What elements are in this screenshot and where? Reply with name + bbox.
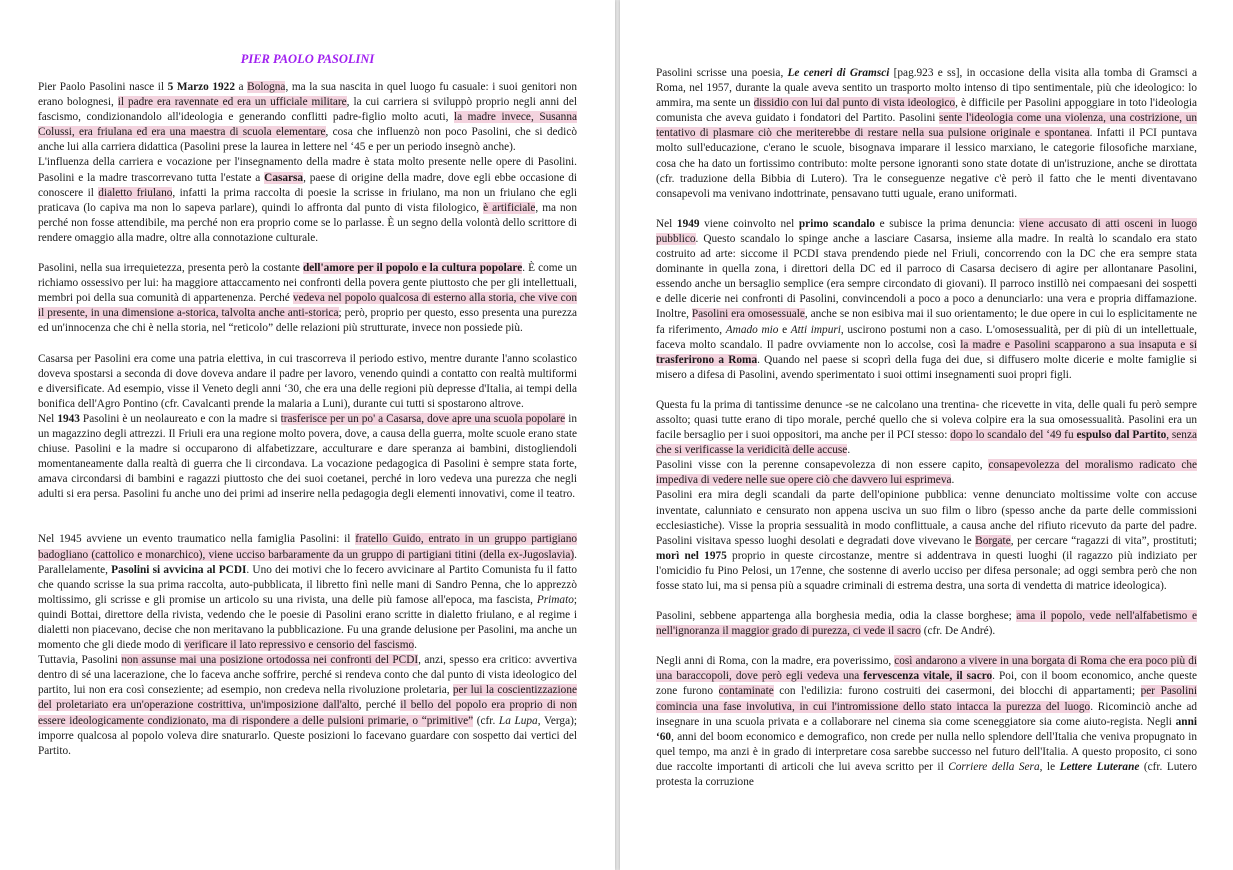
highlighted-text: la madre e Pasolini scapparono a sua insaputa e si bbox=[960, 338, 1197, 351]
italic-text: La Lupa bbox=[498, 714, 538, 727]
text-run: , ma la sua nascita in quel luogo fu casuale: i suoi genitori non erano bolognesi, bbox=[38, 81, 577, 109]
text-run: L'influenza della carriera e vocazione per l'insegnamento della madre è stata molto presente nelle opere di Pasolini. Pasolini e la madre trascorrevano tutta l'estate a bbox=[38, 156, 577, 184]
text-run: Nel bbox=[38, 412, 58, 425]
highlighted-text: trasferisce per un po' a Casarsa, dove apre una scuola popolare bbox=[280, 412, 566, 425]
highlighted-text: viene accusato di atti osceni in luogo pubblico bbox=[656, 217, 1197, 245]
text-run: (cfr. bbox=[473, 714, 499, 727]
highlighted-text: sente l'ideologia come una violenza, una costrizione, un tentativo di plasmare ciò che meriterebbe di restare nella sua pulsione originale e spontanea bbox=[656, 112, 1197, 140]
highlighted-text: la madre invece, Susanna Colussi, era friulana ed era una maestra di scuola elementare bbox=[38, 111, 577, 139]
bold-text: Lettere Luterane bbox=[1059, 760, 1140, 773]
text-run: Questa fu la prima di tantissime denunce -se ne calcolano una trentina- che ricevette in vita, delle quali fu però sempre assolto; quasi tutte erano di tipo morale, perché quello che si voleva colpire era la sua omosessualità. Pasolini era un facile bersaglio per i suoi oppositori, ma anche per il PCI stesso: bbox=[656, 398, 1197, 442]
text-run: , cosa che influenzò non poco Pasolini, che si dedicò anche lui alla carriera didattica (Pasolini prese la laurea in lettere nel ‘45 e per un periodo insegnò anche). bbox=[38, 126, 577, 154]
paragraph-gap bbox=[38, 246, 577, 261]
bold-text: 1943 bbox=[57, 412, 80, 425]
text-run: , uscirono postumi non a caso. L'omosessualità, per di più di un intellettuale, faceva molto scandalo. Il padre ovviamente non lo accolse, così bbox=[656, 323, 1197, 351]
paragraph bbox=[38, 261, 577, 336]
text-column-left bbox=[38, 80, 577, 759]
text-run: . Parallelamente, bbox=[38, 548, 577, 576]
text-run: . Poi, con il boom economico, anche queste zone furono bbox=[656, 670, 1197, 698]
paragraph-gap bbox=[656, 383, 1197, 398]
text-run: , anche se non esibiva mai il suo orientamento; le due opere in cui lo esplicitamente ne fa riferimento, bbox=[656, 308, 1197, 336]
paragraph bbox=[656, 217, 1197, 383]
text-run: Nel 1945 avviene un evento traumatico nella famiglia Pasolini: il bbox=[38, 533, 356, 546]
italic-text: Amado mio bbox=[725, 323, 779, 336]
text-run: Pasolini, nella sua irrequietezza, presenta però la costante bbox=[38, 262, 303, 275]
highlighted-text: per Pasolini comincia una fase involutiva, in cui l'intromissione dello stato intacca la purezza del luogo bbox=[656, 685, 1197, 713]
bold-text: 1949 bbox=[676, 217, 700, 230]
text-run: , la cui carriera si sviluppò proprio negli anni del fascismo, condizionandolo all'ideologia e generando conflitti padre-figlio molto acuti, bbox=[38, 96, 577, 124]
paragraph bbox=[38, 155, 577, 246]
bold-text: Le ceneri di Gramsci bbox=[787, 67, 890, 79]
text-run: Pasolini era mira degli scandali da parte dell'opinione pubblica: venne denunciato moltissime volte con accuse inventate, calunniato e censurato non appena usciva un suo film o libro (spesso anche da parte delle commissioni ecclesiastiche). Visse la propria sessualità in modo conflittuale, a causa anche del rifiuto ricevuto da parte del padre. Pasolini visitava spesso luoghi desolati e degradati dove vivevano le bbox=[656, 489, 1197, 547]
text-run: . Ricominciò anche ad insegnare in una scuola privata e a collaborare nel cinema sia come sceneggiatore sia come aiuto-regista. Negli bbox=[656, 700, 1197, 728]
document-page-right bbox=[620, 0, 1233, 870]
text-run: , anzi, spesso era critico: avvertiva dentro di sé una lacerazione, che lo faceva anche soffrire, perché si rendeva conto che dal punto di vista ideologico del partito, lui non era così conseziente; ad esempio, non credeva nella rivoluzione proletaria, bbox=[38, 654, 577, 697]
italic-text: Corriere della Sera bbox=[948, 760, 1040, 773]
text-run: . Quando nel paese si scoprì della fuga dei due, si diffusero molte dicerie e molte famiglie si misero a difesa di Pasolini, avendo sperimentato i suoi ottimi insegnamenti suoi propri figli. bbox=[656, 353, 1197, 381]
text-run: con l'edilizia: furono costruiti dei casermoni, dei blocchi di appartamenti; bbox=[773, 685, 1141, 698]
text-run: , Verga); imporre qualcosa al popolo voleva dire snaturarlo. Queste posizioni lo facevano guardare con sospetto dai vertici del Partito. bbox=[38, 714, 577, 757]
highlighted-text: vedeva nel popolo qualcosa di esterno alla storia, che vive con il presente, in una dimensione a-storica, talvolta anche anti-storica bbox=[38, 292, 577, 320]
text-run: (cfr. De André). bbox=[920, 625, 996, 638]
paragraph bbox=[656, 488, 1197, 594]
highlighted-text: dopo lo scandalo del ‘49 fu bbox=[950, 429, 1077, 442]
highlighted-text: fervescenza vitale, il sacro bbox=[863, 670, 993, 683]
paragraph bbox=[38, 80, 577, 155]
highlighted-text: espulso dal Partito bbox=[1076, 429, 1167, 442]
italic-text: Atti impuri bbox=[790, 323, 841, 336]
highlighted-text: contaminate bbox=[718, 685, 774, 698]
text-run: . È come un richiamo ossessivo per lui: ha maggiore attaccamento nei confronti della povera gente piuttosto che per gli intellettuali, membri poi della sua comunità di appartenenza. Perché bbox=[38, 262, 577, 305]
text-run: ; quindi Bottai, direttore della rivista, vedendo che le poesie di Pasolini erano scritte in dialetto friulano, e al regime i dialetti non piacevano, decise che non meritavano la pubblicazione. Fu una grande delusione per Pasolini, ma anche un momento che gli diede modo di bbox=[38, 593, 577, 652]
highlighted-text: Bologna bbox=[247, 81, 286, 93]
highlighted-text: consapevolezza del moralismo radicato che impediva di vedere nelle sue opere ciò che davvero lui esprimeva bbox=[656, 459, 1197, 487]
bold-text: morì nel 1975 bbox=[656, 549, 727, 562]
paragraph bbox=[656, 609, 1197, 639]
text-run: , infatti la prima raccolta di poesie la scrisse in friulano, ma non un friulano che egli praticava (lo capiva ma non lo sapeva parlare), quindi lo affronta dal punto di vista filologico, bbox=[38, 186, 577, 214]
bold-text: 5 Marzo 1922 bbox=[167, 81, 235, 93]
paragraph bbox=[38, 352, 577, 412]
highlighted-text: ama il popolo, vede nell'alfabetismo e nell'ignoranza il maggior grado di purezza, ci vede il sacro bbox=[656, 610, 1197, 638]
paragraph bbox=[38, 653, 577, 759]
text-run: e subisce la prima denuncia: bbox=[875, 217, 1020, 230]
highlighted-text: così andarono a vivere in una borgata di Roma che era poco più di una baraccopoli, dove però egli vedeva una bbox=[656, 655, 1197, 683]
text-run: . Infatti il PCI puntava molto sull'educazione, c'erano le scuole, bisognava imparare il lessico marxiano, le categorie filosofiche marxiane, cosa che ha dato un fortissimo contributo: molte persone ignoranti sono state dotate di un'istruzione, anche se dirottata (cfr. traduzione della Bibbia di Lutero). Tra le conseguenze negative c'è però il fatto che le menti diventavano consapevoli ma venivano indottrinate, pensavano tutti uguale, erano uniformati. bbox=[656, 127, 1197, 200]
text-run: . bbox=[847, 444, 851, 457]
paragraph bbox=[656, 654, 1197, 790]
text-run: e bbox=[778, 323, 791, 336]
document-title: PIER PAOLO PASOLINI bbox=[240, 52, 375, 66]
text-run: in un magazzino degli attrezzi. Il Friuli era una regione molto povera, dove, a causa della guerra, molte scuole erano state chiuse. Pasolini e la madre si occuparono di alfabetizzare, acculturare e dare speranza ai bambini, distogliendoli momentaneamente dalla realtà di guerra che li circondava. La vocazione pedagogica di Pasolini è sempre stata forte, amava circondarsi di bambini e ragazzi piuttosto che dei suoi coetanei, perché in loro vedeva una purezza che negli adulti si era persa. Pasolini fu anche uno dei primi ad inserire nella pedagogia degli elementi innovativi, come il teatro. bbox=[38, 412, 577, 501]
text-run: [pag.923 e ss], in occasione della visita alla tomba di Gramsci a Roma, nel 1957, durante la quale aveva sentito un trasporto molto intenso di tipo sentimentale, più che ideologico: lo ammira, ma sente un bbox=[656, 67, 1197, 110]
highlighted-text: Casarsa bbox=[264, 171, 304, 184]
text-column-right bbox=[656, 66, 1197, 790]
highlighted-text: trasferirono a Roma bbox=[656, 353, 758, 366]
paragraph bbox=[656, 398, 1197, 458]
bold-text: anni ‘60 bbox=[656, 715, 1197, 743]
bold-text: primo scandalo bbox=[798, 217, 876, 230]
highlighted-text: è artificiale bbox=[483, 201, 536, 214]
italic-text: Primato bbox=[536, 593, 574, 606]
highlighted-text: dell'amore per il popolo e la cultura popolare bbox=[302, 262, 523, 275]
text-run: , anni del boom economico e demografico, non crede per nulla nello splendore dell'Italia che veniva propugnato in quel tempo, ma anzi è in grado di interpretare cosa sarebbe successo nel futuro dell'Italia. A questo proposito, ci sono due raccolte importanti di articoli che lui aveva scritto per il bbox=[656, 730, 1197, 773]
paragraph bbox=[656, 458, 1197, 488]
text-run: Pasolini visse con la perenne consapevolezza di non essere capito, bbox=[656, 459, 989, 472]
highlighted-text: il bello del popolo era proprio di non essere ideologicamente condizionato, ma di rispondere a delle pulsioni primarie, o “primitive” bbox=[38, 699, 577, 727]
text-run: Pasolini scrisse una poesia, bbox=[656, 67, 788, 79]
highlighted-text: per lui la coscientizzazione del proletariato era un'operazione costrittiva, un'imposizione dall'alto bbox=[38, 684, 577, 712]
text-run: , è difficile per Pasolini appoggiare in toto l'ideologia comunista che aveva guidato i fondatori del Partito. Pasolini bbox=[656, 97, 1197, 125]
text-run: . bbox=[414, 639, 417, 652]
text-run: Negli anni di Roma, con la madre, era poverissimo, bbox=[656, 655, 895, 668]
text-run: . bbox=[951, 474, 955, 487]
text-run: , paese di origine della madre, dove egli ebbe occasione di conoscere il bbox=[38, 171, 577, 199]
highlighted-text: fratello Guido, entrato in un gruppo partigiano badogliano (cattolico e monarchico), viene ucciso barbaramente da un gruppo di partigiani titini (della ex-Jugoslavia) bbox=[38, 533, 577, 561]
bold-text: Pasolini si avvicina al PCDI bbox=[111, 563, 247, 576]
paragraph-gap bbox=[38, 337, 577, 352]
text-run: (cfr. Lutero protesta la corruzione bbox=[656, 760, 1197, 789]
document-page-left bbox=[0, 0, 615, 870]
paragraph bbox=[38, 532, 577, 653]
text-run: proprio in queste circostanze, mentre si addentrava in questi luoghi (il ragazzo più indiziato per l'omicidio fu Pino Pelosi, un 17enne, che sostenne di averlo ucciso per difesa personale; ad oggi sembra però che non fosse stato lui, ma si pensa più a squadre criminali di estrema destra, una sorta di vendetta di matrice ideologica). bbox=[656, 549, 1197, 592]
paragraph-gap bbox=[656, 594, 1197, 609]
text-run: . Questo scandalo lo spinge anche a lasciare Casarsa, insieme alla madre. In realtà lo scandalo era stato costruito ad arte: siccome il PCDI stava prendendo piede nel Friuli, concorrendo con la DC che era sempre stata dominante in quella zona, i direttori della DC ed il parroco di Casarsa decisero di agire per allontanare Pasolini, essendo anche un bersaglio semplice (era sempre circondato di giovani). Il parroco instillò nei compaesani dei sospetti e delle dicerie nei confronti di Pasolini, convincendoli a poco a poco a denunciarlo: una vera e propria diffamazione. Inoltre, bbox=[656, 232, 1197, 321]
text-run: Pier Paolo Pasolini nasce il bbox=[38, 81, 168, 93]
highlighted-text: il padre era ravennate ed era un ufficiale militare bbox=[117, 96, 347, 109]
text-run: a bbox=[234, 81, 248, 93]
highlighted-text: Borgate bbox=[975, 534, 1011, 547]
paragraph-gap bbox=[656, 639, 1197, 654]
paragraph-gap bbox=[38, 502, 577, 532]
text-run: . Uno dei motivi che lo fecero avvicinare al Partito Comunista fu il fatto che quando scrisse la sua prima raccolta, auto-pubblicata, il libretto finì nelle mani di Sandro Penna, che lo apprezzò moltissimo, gli scrisse e gli promise un articolo su una rivista, una delle più famose all'epoca, ma fascista, bbox=[38, 563, 577, 606]
text-run: viene coinvolto nel bbox=[699, 217, 799, 230]
text-run: , perché bbox=[358, 699, 401, 712]
highlighted-text: , senza che si verificasse la veridicità delle accuse bbox=[656, 429, 1197, 457]
text-run: , le bbox=[1039, 760, 1060, 773]
paragraph-gap bbox=[656, 202, 1197, 217]
text-run: ; però, proprio per questo, esso presenta una purezza ed un'innocenza che chi è nella storia, nel “reticolo” delle relazioni più strutturate, invece non possiede più. bbox=[38, 307, 577, 335]
text-run: , per cercare “ragazzi di vita”, prostituti; bbox=[1010, 534, 1197, 547]
text-run: Pasolini è un neolaureato e con la madre si bbox=[79, 412, 281, 425]
text-run: Nel bbox=[656, 217, 677, 230]
highlighted-text: Pasolini era omosessuale bbox=[691, 308, 805, 321]
text-run: Tuttavia, Pasolini bbox=[38, 654, 122, 667]
text-run: Casarsa per Pasolini era come una patria elettiva, in cui trascorreva il periodo estivo, mentre durante l'anno scolastico doveva spostarsi a seconda di dove doveva andare il padre per lavoro, venendo quindi a contatto con realtà multiformi e diversificate. Ad esempio, visse il Veneto degli anni ‘30, che era una delle regioni più depresse d'Italia, ai tempi della bonifica dell'Agro Pontino (cfr. Cavalcanti prende la malaria a Luni), durante cui tutti si spostarono altrove. bbox=[38, 352, 577, 410]
highlighted-text: dissidio con lui dal punto di vista ideologico bbox=[753, 97, 956, 110]
text-run: Pasolini, sebbene appartenga alla borghesia media, odia la classe borghese; bbox=[656, 610, 1017, 623]
paragraph bbox=[38, 412, 577, 503]
highlighted-text: verificare il lato repressivo e censorio del fascismo bbox=[184, 639, 415, 652]
highlighted-text: non assunse mai una posizione ortodossa nei confronti del PCDI bbox=[121, 654, 419, 667]
paragraph bbox=[656, 66, 1197, 202]
text-run: , ma non perché non fosse attendibile, ma perché non era proprio come se lo parlasse. È un segno della volontà dello scrittore di rendere omaggio alla madre, oltre alla connotazione culturale. bbox=[38, 201, 577, 244]
highlighted-text: dialetto friulano bbox=[98, 186, 173, 199]
